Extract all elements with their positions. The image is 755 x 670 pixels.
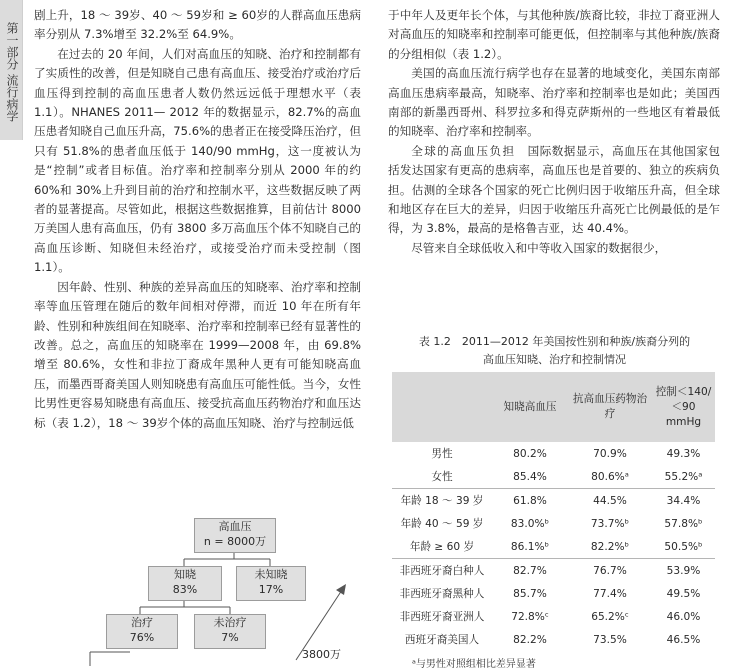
table-cell: 70.9% xyxy=(593,447,627,460)
table-header-treated: 抗高血压药物治疗 xyxy=(568,372,652,442)
arrow-head-icon xyxy=(336,584,346,595)
table-row xyxy=(392,535,715,559)
table-row xyxy=(392,582,715,605)
table-cell: 82.2%ᵇ xyxy=(590,540,630,553)
right-paragraph-3-text: 国际数据显示，高血压在其他国家包括发达国家有更高的患病率，高血压也是首要的、独立的疾病负担。估测的全球各个国家的死亡比例归因于收缩压升高，但全球和地区存在巨大的差异，归因于收缩压升高死亡比例最低的是乍得，为 3.8%，最高的是格鲁吉亚，达 40.4%。 xyxy=(388,143,720,236)
table-cell: 34.4% xyxy=(652,489,715,513)
table-row xyxy=(392,489,715,513)
left-paragraph-1: 剧上升，18 ～ 39岁、40 ～ 59岁和 ≥ 60岁的人群高血压患病率分别从 7.3%增至 32.2%至 64.9%。 xyxy=(34,8,361,42)
table-row xyxy=(392,465,715,489)
table-cell: 76.7% xyxy=(568,559,652,583)
left-paragraph-2: 在过去的 20 年间，人们对高血压的知晓、治疗和控制都有了实质性的改善，但是知晓自己患有高血压、接受治疗或治疗后血压得到控制的高血压患者人数仍然远远低于理想水平（表 1.1）。NHANES 2011— 2012 年的数据显示，82.7%的高血压患者知晓自己血压升高，75.6%的患者正在接受降压治疗，但只有 51.8%的患者血压低于 140/90 mmHg，这一度被认为是“控制”或者目标值。治疗率和控制率分别从 2000 年的约 60%和 30%上升到目前的治疗和控制水平，这些数据反映了两者的显著提高。尽管如此，根据这些数据推算，目前估计 8000 万美国人患有高血压，仍有 3800 多万高血压个体不知晓自己的高血压诊断、知晓但未经治疗，或接受治疗而未受控制（图 1.1）。 xyxy=(34,46,361,275)
table-cell: 80.2% xyxy=(513,447,547,460)
table-cell: 49.3% xyxy=(666,447,701,460)
flow-box-aware-label: 知晓 xyxy=(174,568,196,581)
flow-box-unaware-label: 未知晓 xyxy=(254,568,288,581)
table-header-aware: 知晓高血压 xyxy=(492,372,568,442)
table-cell: 61.8% xyxy=(492,489,568,513)
table-cell: 50.5%ᵇ xyxy=(664,540,703,553)
table-cell: 72.8%ᶜ xyxy=(511,610,549,623)
table-cell: 年龄 ≥ 60 岁 xyxy=(409,541,475,553)
left-column xyxy=(34,6,361,433)
table-cell: 44.5% xyxy=(568,489,652,513)
flow-box-hypertension-title: 高血压 xyxy=(218,520,252,533)
table-row xyxy=(392,605,715,628)
flow-box-treated-pct: 76% xyxy=(129,631,155,644)
table-caption-line-2: 高血压知晓、治疗和控制情况 xyxy=(483,353,626,366)
flow-box-untreated xyxy=(194,614,266,649)
chapter-side-tab-text: 第一部分 流行病学 xyxy=(5,22,19,122)
table-cell: 80.6%ᵃ xyxy=(591,470,629,483)
table-row xyxy=(392,512,715,535)
right-column xyxy=(388,6,720,258)
table-cell: 女性 xyxy=(431,471,453,483)
flow-box-aware xyxy=(148,566,222,601)
table-footnote: ᵃ与男性对照组相比差异显著 xyxy=(412,659,536,670)
table-header-blank xyxy=(392,372,492,442)
table-cell: 49.5% xyxy=(666,587,701,600)
table-cell: 非西班牙裔亚洲人 xyxy=(399,611,485,623)
table-cell: 年龄 18 ～ 39 岁 xyxy=(392,489,492,513)
left-paragraph-3: 因年龄、性别、种族的差异高血压的知晓率、治疗率和控制率等血压管理在随后的数年间相对停滞，而近 10 年在所有年龄、性别和种族组间在知晓率、治疗率和控制率已经有显著性的改善。总之，高血压的知晓率在 1999—2008 年，由 69.8%增至 80.6%，女性和非拉丁裔成年黑种人更有可能知晓高血压，而墨西哥裔美国人则知晓患有高血压可能性低。当今，女性比男性更容易知晓患有高血压、接受抗高血压药物治疗和血压达标（表 1.2），18 ～ 39岁个体的高血压知晓、治疗与控制远低 xyxy=(34,279,361,430)
table-cell: 西班牙裔美国人 xyxy=(404,634,480,646)
table-cell: 53.9% xyxy=(652,559,715,583)
table-cell: 73.7%ᵇ xyxy=(590,517,630,530)
right-paragraph-3 xyxy=(388,142,720,239)
flow-box-treated-label: 治疗 xyxy=(131,616,153,629)
table-caption-line-1: 表 1.2 2011—2012 年美国按性别和种族/族裔分列的 xyxy=(418,335,691,348)
table-cell: 非西班牙裔黑种人 xyxy=(399,588,485,600)
flow-box-untreated-pct: 7% xyxy=(221,631,239,644)
table-cell: 55.2%ᵃ xyxy=(664,470,703,483)
flow-box-unaware xyxy=(236,566,306,601)
flow-box-unaware-pct: 17% xyxy=(258,583,284,596)
table-cell: 86.1%ᵇ xyxy=(510,540,550,553)
table-header-row xyxy=(392,372,715,442)
table-cell: 非西班牙裔白种人 xyxy=(392,559,492,583)
table-cell: 73.5% xyxy=(593,633,627,646)
flow-box-treated xyxy=(106,614,178,649)
hypertension-table xyxy=(392,372,715,651)
table-cell: 77.4% xyxy=(593,587,627,600)
table-cell: 年龄 40 ～ 59 岁 xyxy=(400,518,484,530)
table-cell: 46.0% xyxy=(666,610,701,623)
right-paragraph-4: 尽管来自全球低收入和中等收入国家的数据很少， xyxy=(411,240,667,255)
table-row xyxy=(392,442,715,465)
table-cell: 85.7% xyxy=(513,587,547,600)
table-cell: 57.8%ᵇ xyxy=(664,517,703,530)
flow-box-untreated-label: 未治疗 xyxy=(213,616,247,629)
section-heading-inline: 全球的高血压负担 xyxy=(411,143,516,158)
flow-box-hypertension-n: n = 8000万 xyxy=(203,535,267,548)
table-cell: 46.5% xyxy=(666,633,701,646)
table-header-controlled: 控制＜140/＜90 mmHg xyxy=(652,372,715,442)
right-paragraph-1: 于中年人及更年长个体，与其他种族/族裔比较，非拉丁裔亚洲人对高血压的知晓率和控制率可能更低，但控制率与其他种族/族裔的分组相似（表 1.2）。 xyxy=(388,8,720,61)
chapter-side-tab xyxy=(0,0,23,140)
flow-box-hypertension xyxy=(194,518,276,553)
table-row xyxy=(392,628,715,651)
table-cell: 83.0%ᵇ xyxy=(510,517,550,530)
table-caption xyxy=(392,333,717,369)
table-cell: 65.2%ᶜ xyxy=(591,610,629,623)
table-cell: 85.4% xyxy=(513,470,547,483)
table-row xyxy=(392,559,715,583)
table-cell: 82.7% xyxy=(492,559,568,583)
flow-box-aware-pct: 83% xyxy=(172,583,198,596)
table-cell: 82.2% xyxy=(513,633,547,646)
table-cell: 男性 xyxy=(431,448,453,460)
flow-arrow-label: 3800万 xyxy=(302,648,341,661)
right-paragraph-2: 美国的高血压流行病学也存在显著的地域变化，美国东南部高血压患病率最高，知晓率、治疗率和控制率也是如此；美国西南部的新墨西哥州、科罗拉多和得克萨斯州的一些地区有着最低的知晓率、治疗率和控制率。 xyxy=(388,66,720,139)
